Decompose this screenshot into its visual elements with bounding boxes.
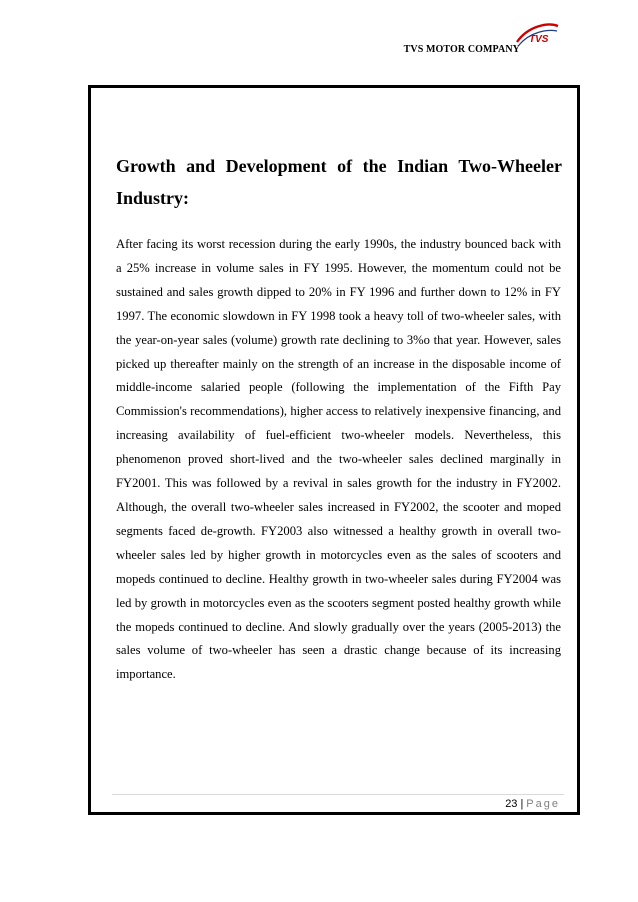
tvs-logo (514, 20, 560, 48)
footer-divider (112, 794, 564, 795)
company-name: TVS MOTOR COMPANY (403, 44, 520, 55)
page-separator: | (520, 798, 524, 810)
body-paragraph: After facing its worst recession during the early 1990s, the industry bounced back with a 25% increase in volume sales in FY 1995. However, the momentum could not be sustained and sales growth dipped to 20% in FY 1996 and further down to 12% in FY 1997. The economic slowdown in FY 1998 took a heavy toll of two-wheeler sales, with the year-on-year sales (volume) growth rate declining to 3%o that year. However, sales picked up thereafter mainly on the strength of an increase in the disposable income of middle-income salaried people (following the implementation of the Fifth Pay Commission's recommendations), higher access to relatively inexpensive financing, and increasing availability of fuel-efficient two-wheeler models. Nevertheless, this phenomenon proved short-lived and the two-wheeler sales declined marginally in FY2001. This was followed by a revival in sales growth for the industry in FY2002. Although, the overall two-wheeler sales increased in FY2002, the scooter and moped segments faced de-growth. FY2003 also witnessed a healthy growth in overall two-wheeler sales led by higher growth in motorcycles even as the sales of scooters and mopeds continued to decline. Healthy growth in two-wheeler sales during FY2004 was led by growth in motorcycles even as the scooters segment posted healthy growth while the mopeds continued to decline. And slowly gradually over the years (2005-2013) the sales volume of two-wheeler has seen a drastic change because of its increasing importance. (116, 237, 561, 682)
page-label: Page (526, 798, 560, 810)
section-heading: Growth and Development of the Indian Two-Wheeler Industry: (116, 156, 562, 208)
logo-text: TVS (529, 34, 549, 45)
page-footer (400, 798, 560, 810)
page-number: 23 (505, 798, 518, 810)
